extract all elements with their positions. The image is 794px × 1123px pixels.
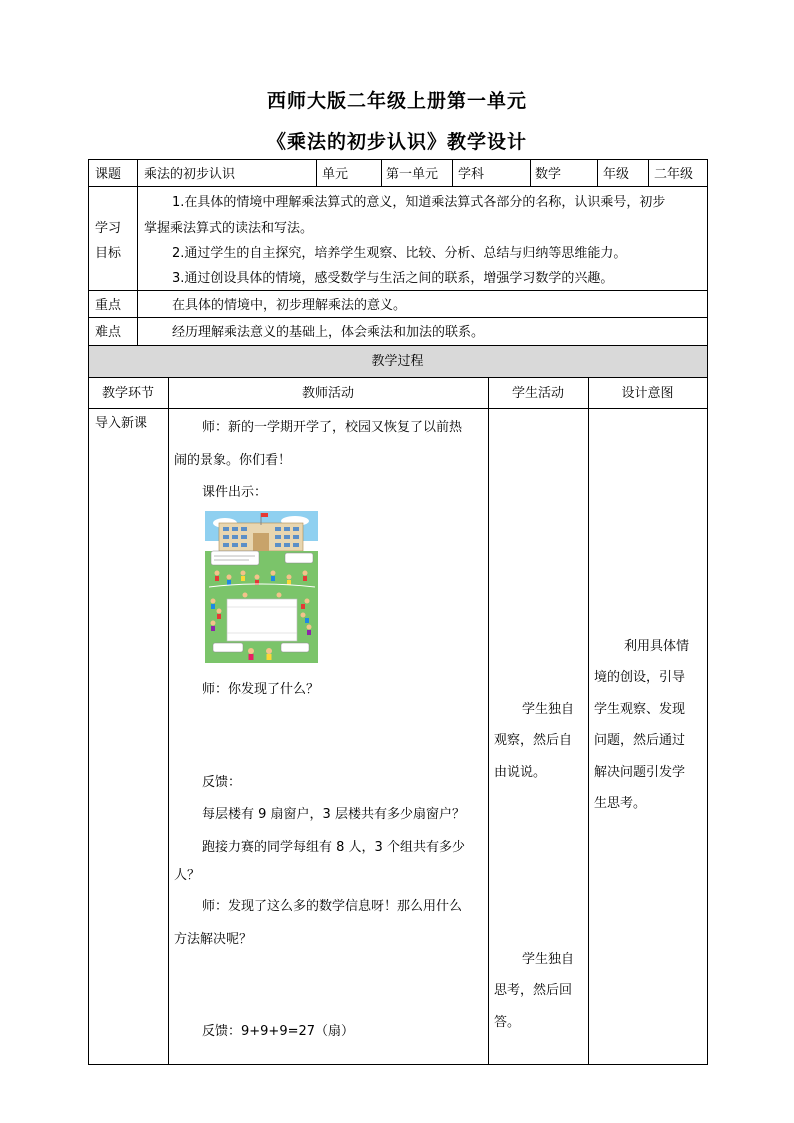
col-stage-header: 教学环节: [101, 386, 154, 401]
teacher-line: 反馈：: [202, 775, 242, 790]
document-title: 西师大版二年级上册第一单元: [266, 90, 527, 112]
intent-line: 问题，然后通过: [594, 733, 686, 748]
teacher-line: 课件出示：: [202, 485, 268, 500]
topic-label: 课题: [95, 167, 122, 182]
student-activity-line: 由说说。: [494, 765, 547, 780]
student-activity-line: 学生独自: [522, 702, 575, 717]
document-subtitle: 《乘法的初步认识》教学设计: [266, 131, 527, 153]
unit-value: 第一单元: [386, 167, 439, 182]
objective-1-line1: 1.在具体的情境中理解乘法算式的意义，知道乘法算式各部分的名称，认识乘号，初步: [172, 195, 666, 210]
student-activity-line: 学生独自: [522, 952, 575, 967]
difficulty-text: 经历理解乘法意义的基础上，体会乘法和加法的联系。: [172, 325, 485, 340]
teacher-line: 方法解决呢？: [174, 932, 253, 947]
teacher-line: 每层楼有 9 扇窗户，3 层楼共有多少扇窗户？: [202, 807, 465, 822]
objectives-label-line2: 目标: [95, 246, 122, 261]
process-header: 教学过程: [371, 354, 424, 369]
school-scene-illustration: [205, 511, 318, 663]
key-point-text: 在具体的情境中，初步理解乘法的意义。: [172, 298, 407, 313]
grade-value: 二年级: [654, 167, 694, 182]
topic-value: 乘法的初步认识: [144, 167, 236, 182]
teacher-line: 人？: [174, 868, 201, 883]
teacher-line: 师：你发现了什么？: [202, 682, 320, 697]
difficulty-label: 难点: [95, 325, 122, 340]
intent-line: 利用具体情: [624, 639, 690, 654]
col-student-header: 学生活动: [511, 386, 564, 401]
intent-line: 学生观察、发现: [594, 702, 686, 717]
objective-1-line2: 掌握乘法算式的读法和写法。: [144, 221, 314, 236]
teacher-line: 闹的景象。你们看！: [174, 453, 292, 468]
col-intent-header: 设计意图: [621, 386, 674, 401]
student-activity-line: 观察，然后自: [494, 733, 573, 748]
objectives-label-line1: 学习: [95, 221, 122, 236]
intent-line: 解决问题引发学: [594, 765, 686, 780]
teacher-line: 跑接力赛的同学每组有 8 人，3 个组共有多少: [202, 840, 465, 855]
objective-2: 2.通过学生的自主探究，培养学生观察、比较、分析、总结与归纳等思维能力。: [172, 246, 627, 261]
subject-label: 学科: [458, 167, 485, 182]
intent-line: 生思考。: [594, 796, 647, 811]
teacher-line: 师：新的一学期开学了，校园又恢复了以前热: [202, 420, 463, 435]
intent-line: 境的创设，引导: [594, 670, 686, 685]
teacher-line: 师：发现了这么多的数学信息呀！那么用什么: [202, 899, 463, 914]
objective-3: 3.通过创设具体的情境，感受数学与生活之间的联系，增强学习数学的兴趣。: [172, 271, 614, 286]
unit-label: 单元: [322, 167, 349, 182]
subject-value: 数学: [535, 167, 562, 182]
col-teacher-header: 教师活动: [301, 386, 354, 401]
stage-name: 导入新课: [95, 416, 148, 431]
grade-label: 年级: [603, 167, 630, 182]
teacher-line: 反馈：9+9+9=27（扇）: [202, 1024, 355, 1039]
student-activity-line: 思考，然后回: [494, 983, 573, 998]
student-activity-line: 答。: [494, 1015, 521, 1030]
key-point-label: 重点: [95, 298, 122, 313]
